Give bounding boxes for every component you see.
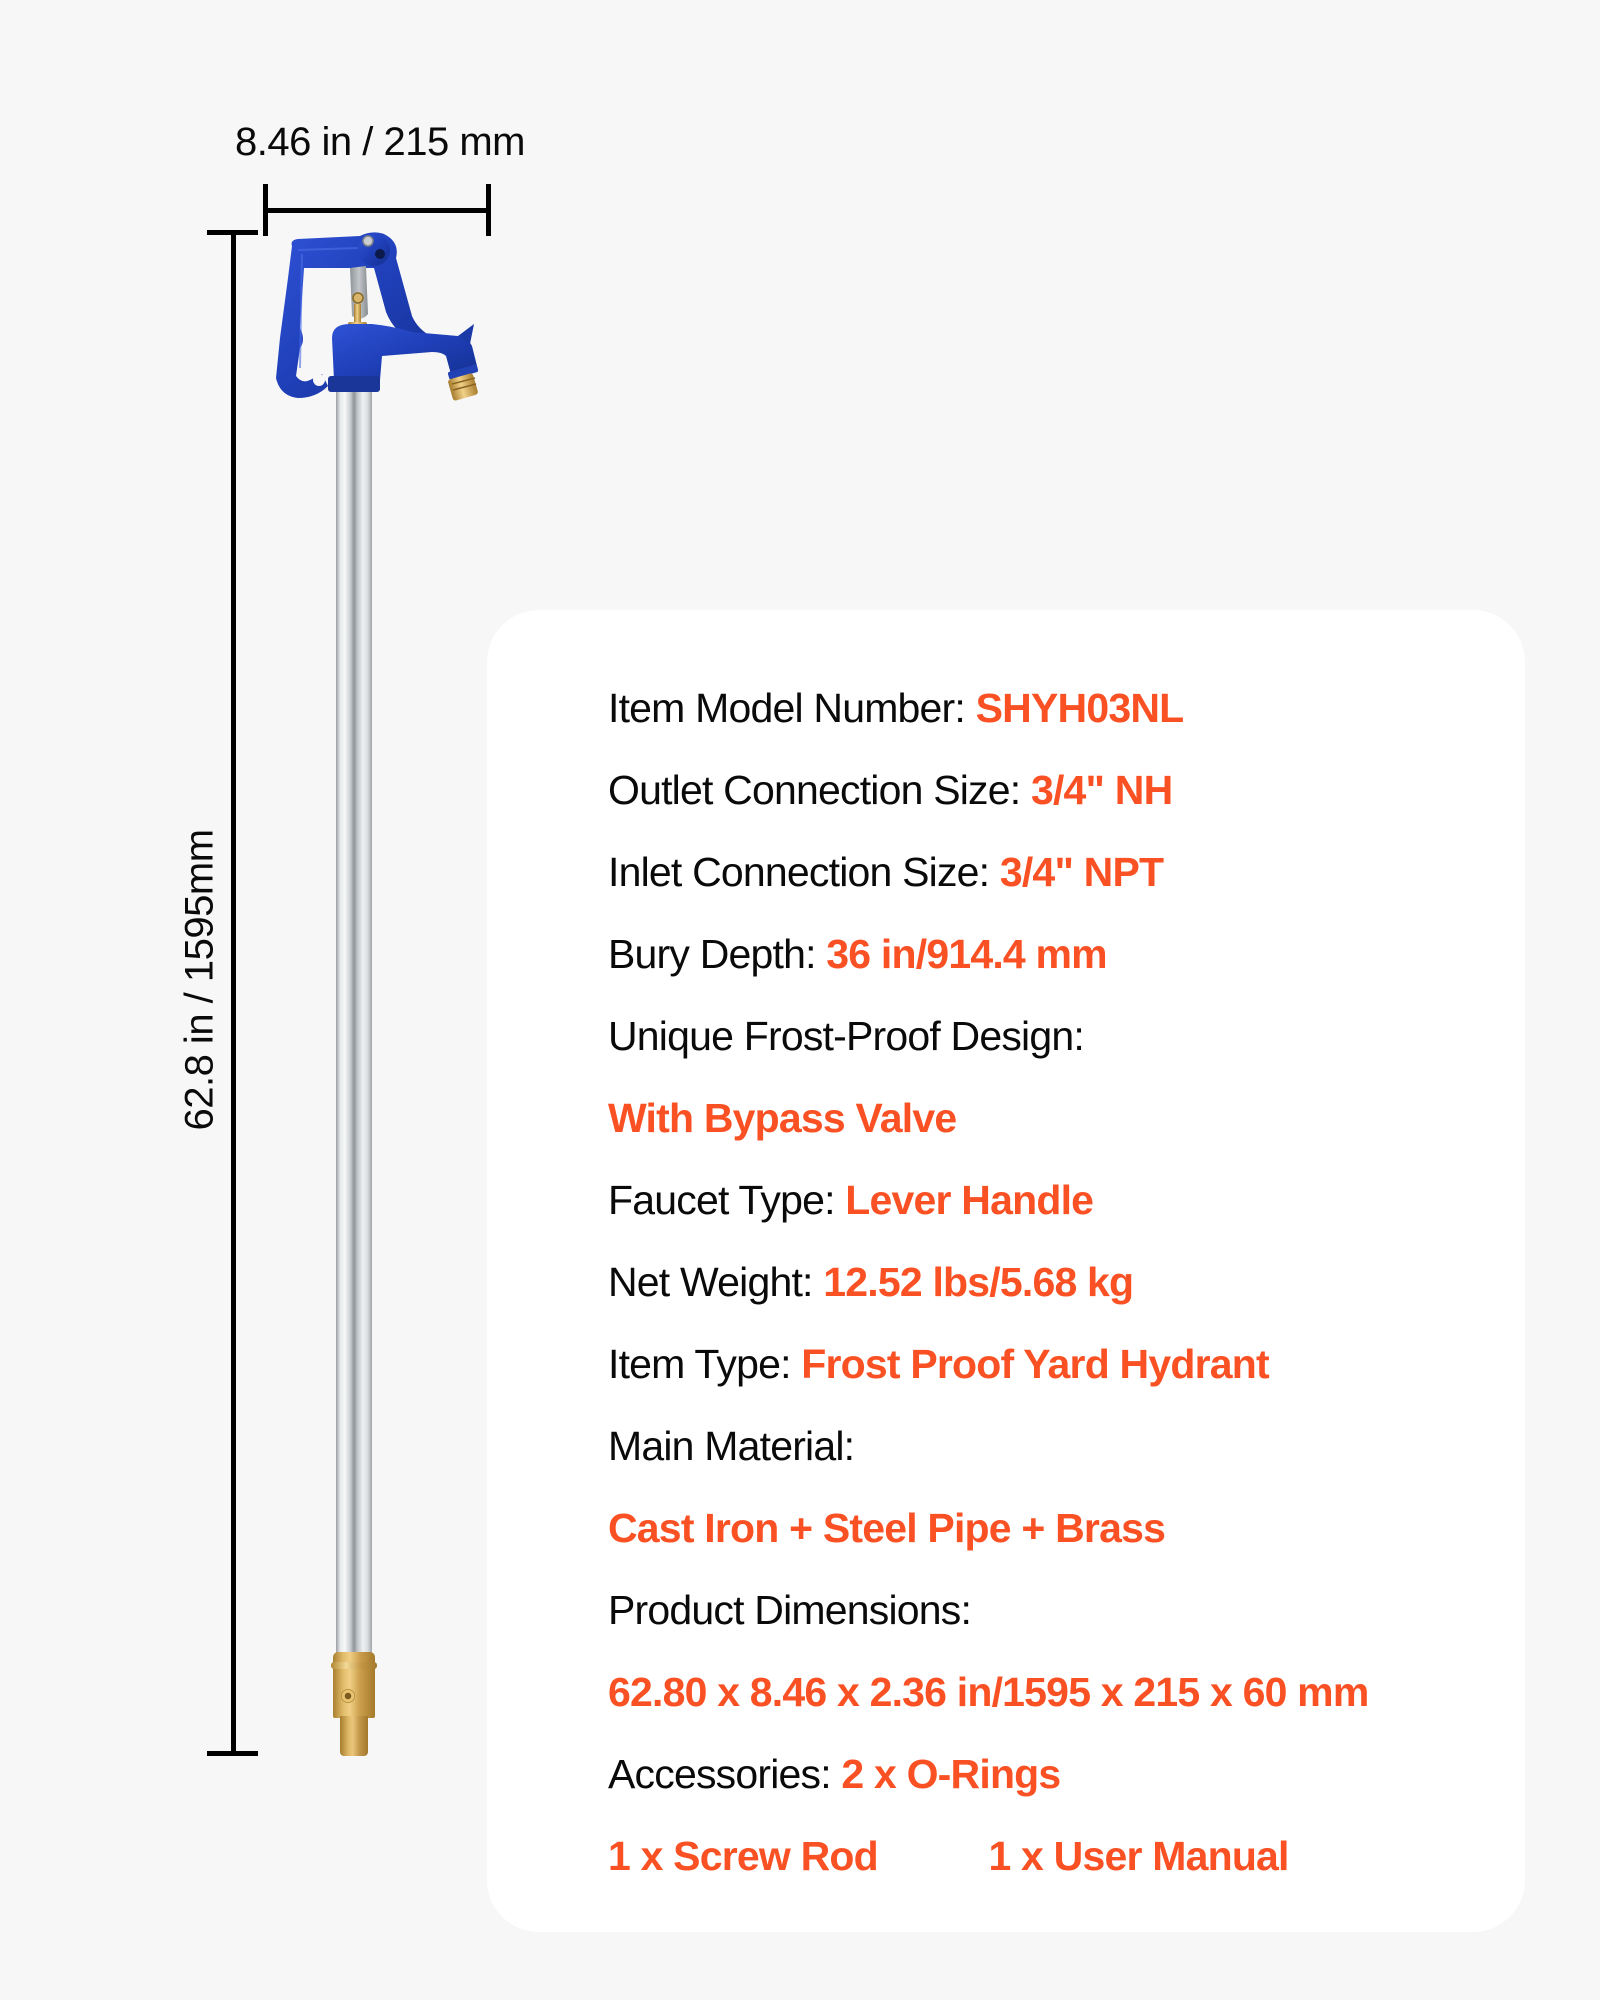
- spec-main-material-value: Cast Iron + Steel Pipe + Brass: [608, 1505, 1166, 1551]
- spec-frost-proof-design: Unique Frost-Proof Design:: [608, 1013, 1084, 1059]
- spec-product-dimensions: Product Dimensions:: [608, 1587, 972, 1633]
- spec-faucet-type: Faucet Type: Lever Handle: [608, 1177, 1094, 1223]
- spec-net-weight: Net Weight: 12.52 lbs/5.68 kg: [608, 1259, 1134, 1305]
- spec-bury-depth: Bury Depth: 36 in/914.4 mm: [608, 931, 1107, 977]
- brass-inlet-tail: [340, 1716, 368, 1756]
- spec-frost-proof-design-value: With Bypass Valve: [608, 1095, 957, 1141]
- spec-main-material: Main Material:: [608, 1423, 855, 1469]
- spec-accessories: Accessories: 2 x O-Rings: [608, 1751, 1061, 1797]
- spec-item-type: Item Type: Frost Proof Yard Hydrant: [608, 1341, 1269, 1387]
- width-dimension-label: 8.46 in / 215 mm: [235, 120, 525, 164]
- brass-inlet-ring: [331, 1662, 377, 1669]
- height-dimension-line: [231, 232, 236, 1754]
- height-dimension-tick-bottom: [207, 1751, 258, 1756]
- spec-outlet-size: Outlet Connection Size: 3/4" NH: [608, 767, 1173, 813]
- hydrant-pipe: [336, 390, 372, 1655]
- spec-model-number: Item Model Number: SHYH03NL: [608, 685, 1184, 731]
- drain-port: [341, 1689, 355, 1703]
- width-dimension-line: [265, 208, 489, 213]
- spec-product-dimensions-value: 62.80 x 8.46 x 2.36 in/1595 x 215 x 60 mm: [608, 1669, 1369, 1715]
- height-dimension-tick-top: [207, 230, 258, 235]
- spec-accessories-extra: 1 x Screw Rod 1 x User Manual: [608, 1833, 1289, 1879]
- spec-inlet-size: Inlet Connection Size: 3/4" NPT: [608, 849, 1164, 895]
- hydrant-head-image: [262, 228, 492, 408]
